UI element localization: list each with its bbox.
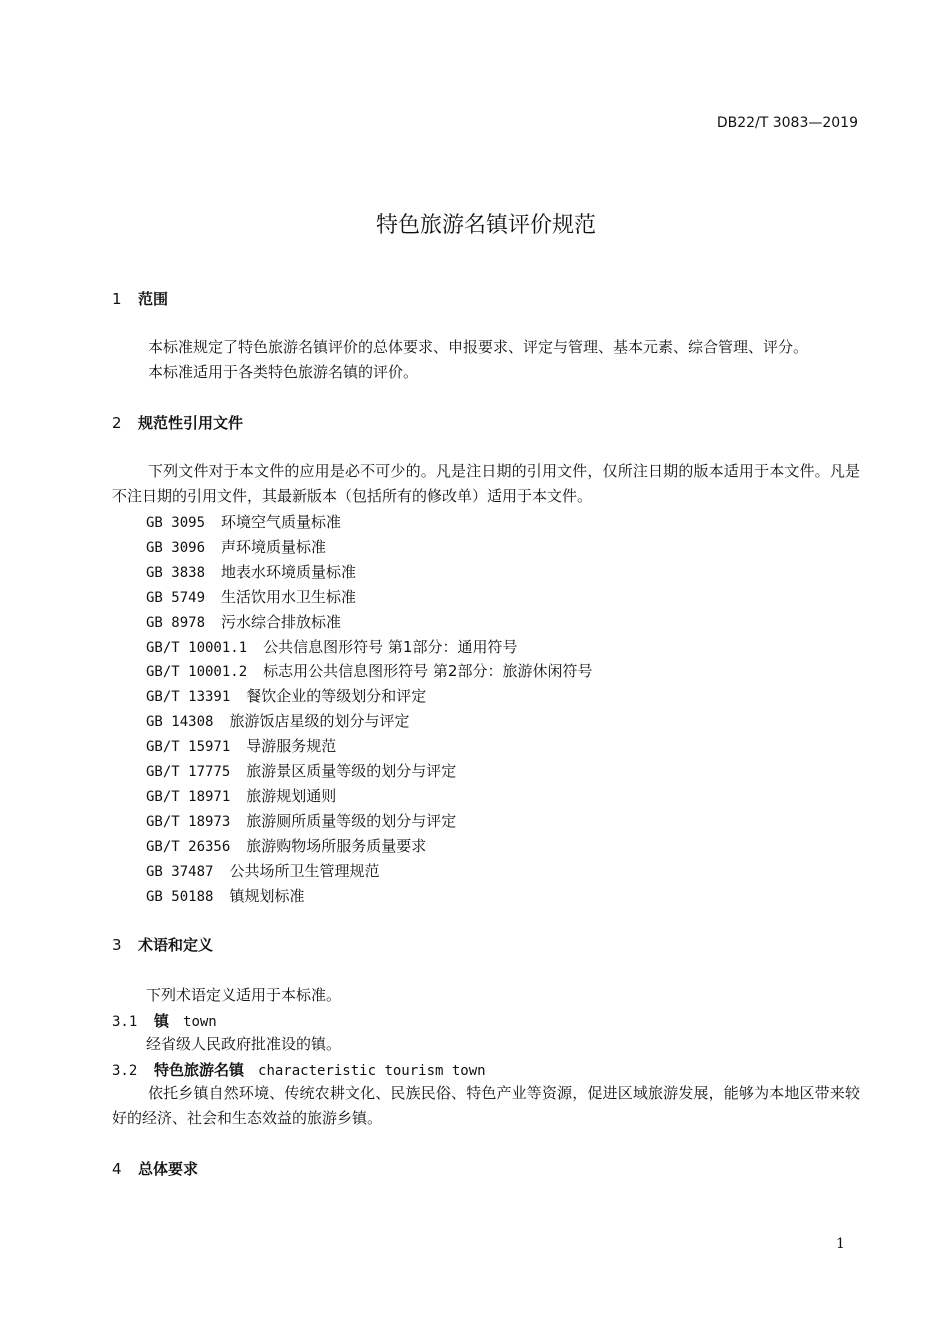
document-title: 特色旅游名镇评价规范 [375,213,596,238]
reference-item [146,611,341,632]
reference-item [146,835,426,856]
reference-code: GB 3838 [146,564,206,581]
reference-item [146,660,592,681]
reference-item [146,710,409,731]
section-number: 2 [112,414,122,432]
scope-paragraph-1: 本标准规定了特色旅游名镇评价的总体要求、申报要求、评定与管理、基本元素、综合管理、评分。 [148,338,809,356]
reference-item [146,536,326,557]
section-title: 规范性引用文件 [138,414,244,432]
references-intro: 下列文件对于本文件的应用是必不可少的。凡是注日期的引用文件，仅所注日期的版本适用于本文件。凡是不注日期的引用文件，其最新版本（包括所有的修改单）适用于本文件。 [112,462,860,505]
reference-title: 旅游景区质量等级的划分与评定 [246,762,457,780]
term-english: town [183,1014,217,1030]
reference-title: 旅游规划通则 [246,786,337,805]
scope-paragraph-2: 本标准适用于各类特色旅游名镇的评价。 [148,363,419,381]
document-id: DB22/T 3083—2019 [716,115,858,131]
reference-item [146,735,336,756]
reference-title: 旅游饭店星级的划分与评定 [229,712,410,731]
term-name: 镇 [154,1012,170,1030]
section-title: 范围 [138,290,169,308]
section-number: 3 [112,936,122,954]
section-heading-scope [112,288,168,309]
reference-item [146,561,356,582]
reference-code: GB 50188 [146,888,214,905]
reference-code: GB 37487 [146,863,214,880]
terms-intro: 下列术语定义适用于本标准。 [146,986,342,1004]
reference-code: GB/T 15971 [146,739,231,756]
section-heading-references [112,412,243,433]
reference-code: GB/T 18971 [146,788,231,805]
reference-code: GB/T 10001.2 [146,664,248,681]
reference-item [146,810,456,831]
term-entry-heading [112,1059,486,1080]
section-number: 4 [112,1160,122,1178]
reference-code: GB 14308 [146,714,214,731]
reference-title: 公共信息图形符号 第1部分：通用符号 [263,637,518,656]
reference-item [146,586,356,607]
reference-code: GB 8978 [146,614,206,631]
reference-code: GB/T 17775 [146,764,231,780]
reference-title: 餐饮企业的等级划分和评定 [246,687,427,706]
reference-code: GB 3095 [146,515,206,531]
reference-title: 环境空气质量标准 [221,513,342,531]
reference-item [146,860,379,881]
reference-item [146,685,426,706]
reference-code: GB/T 18973 [146,813,231,830]
reference-code: GB 3096 [146,539,206,556]
reference-title: 镇规划标准 [229,886,305,905]
term-definition: 依托乡镇自然环境、传统农耕文化、民族民俗、特色产业等资源，促进区域旅游发展，能够为本地区带来较好的经济、社会和生态效益的旅游乡镇。 [112,1084,860,1127]
section-title: 术语和定义 [138,936,214,954]
reference-item [146,511,341,532]
section-heading-terms [112,934,213,955]
term-number: 3.2 [112,1063,138,1079]
reference-title: 导游服务规范 [246,737,337,756]
term-name: 特色旅游名镇 [154,1061,245,1079]
section-heading-general-requirements [112,1158,198,1179]
reference-item [146,636,517,657]
term-entry-heading [112,1010,217,1031]
reference-code: GB/T 26356 [146,838,231,855]
reference-title: 旅游厕所质量等级的划分与评定 [246,811,457,830]
reference-title: 旅游购物场所服务质量要求 [246,836,427,855]
reference-code: GB/T 10001.1 [146,639,248,656]
reference-item [146,785,336,806]
term-english: characteristic tourism town [258,1063,486,1079]
reference-title: 生活饮用水卫生标准 [221,587,357,606]
reference-item [146,885,304,906]
reference-code: GB/T 13391 [146,689,231,706]
reference-title: 污水综合排放标准 [221,612,342,631]
section-title: 总体要求 [138,1160,199,1178]
reference-title: 声环境质量标准 [221,537,327,556]
reference-code: GB 5749 [146,589,206,606]
reference-title: 标志用公共信息图形符号 第2部分：旅游休闲符号 [263,662,593,681]
section-number: 1 [112,290,122,308]
term-number: 3.1 [112,1014,138,1030]
reference-title: 公共场所卫生管理规范 [229,861,380,880]
reference-title: 地表水环境质量标准 [221,562,357,581]
page-number: 1 [836,1236,845,1252]
term-definition: 经省级人民政府批准设的镇。 [146,1035,342,1053]
reference-item [146,760,456,781]
